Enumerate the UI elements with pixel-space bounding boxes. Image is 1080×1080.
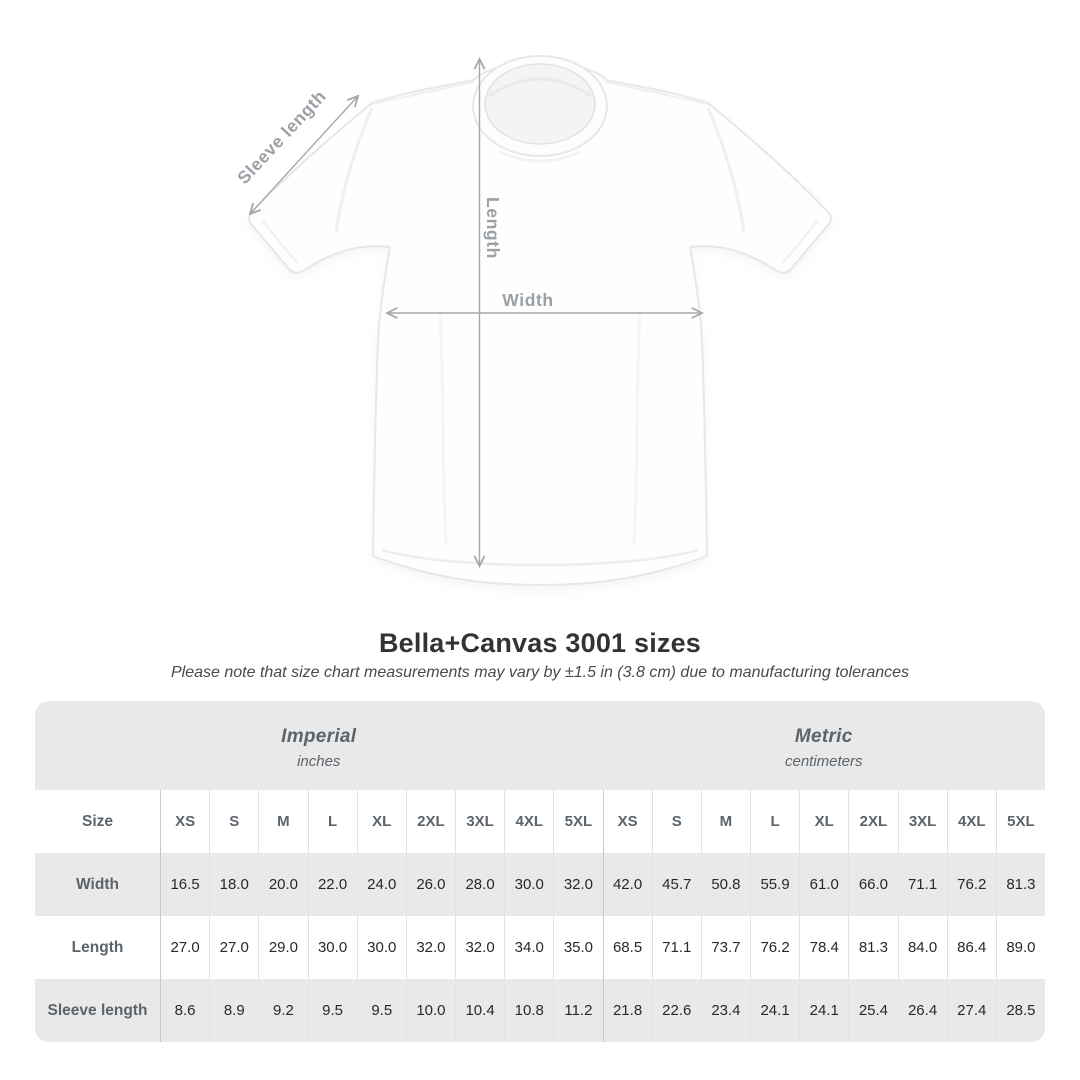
value-cell: 78.4 — [799, 916, 848, 979]
value-cell: 8.6 — [160, 979, 209, 1042]
value-cell: 11.2 — [553, 979, 602, 1042]
value-cell: 29.0 — [258, 916, 307, 979]
value-cell: 21.8 — [603, 979, 652, 1042]
size-header-cell: L — [308, 790, 357, 853]
size-header-cell: XS — [160, 790, 209, 853]
size-header-cell: XS — [603, 790, 652, 853]
value-cell: 28.5 — [996, 979, 1045, 1042]
value-cell: 35.0 — [553, 916, 602, 979]
value-cell: 10.0 — [406, 979, 455, 1042]
table-row-sleeve-length — [35, 979, 1045, 1042]
value-cell: 9.5 — [357, 979, 406, 1042]
unit-group-header-row — [35, 701, 1045, 790]
value-cell: 66.0 — [848, 853, 897, 916]
value-cell: 89.0 — [996, 916, 1045, 979]
value-cell: 28.0 — [455, 853, 504, 916]
value-cell: 22.6 — [652, 979, 701, 1042]
value-cell: 73.7 — [701, 916, 750, 979]
value-cell: 71.1 — [898, 853, 947, 916]
value-cell: 86.4 — [947, 916, 996, 979]
value-cell: 9.5 — [308, 979, 357, 1042]
value-cell: 42.0 — [603, 853, 652, 916]
value-cell: 23.4 — [701, 979, 750, 1042]
value-cell: 68.5 — [603, 916, 652, 979]
size-header-cell: M — [258, 790, 307, 853]
tolerance-note: Please note that size chart measurements may vary by ±1.5 in (3.8 cm) due to manufacturing tolerances — [170, 664, 910, 681]
size-header-cell: 3XL — [898, 790, 947, 853]
size-header-row — [35, 790, 1045, 853]
size-header-cell: 5XL — [996, 790, 1045, 853]
value-cell: 30.0 — [504, 853, 553, 916]
value-cell: 71.1 — [652, 916, 701, 979]
value-cell: 26.0 — [406, 853, 455, 916]
value-cell: 8.9 — [209, 979, 258, 1042]
value-cell: 26.4 — [898, 979, 947, 1042]
size-header-cell: S — [652, 790, 701, 853]
width-label: Width — [502, 290, 554, 310]
size-header-cell: 3XL — [455, 790, 504, 853]
length-label: Length — [483, 197, 503, 259]
size-header-cell: S — [209, 790, 258, 853]
value-cell: 50.8 — [701, 853, 750, 916]
size-table — [35, 701, 1045, 1042]
metric-group-header — [603, 701, 1046, 790]
value-cell: 10.8 — [504, 979, 553, 1042]
value-cell: 9.2 — [258, 979, 307, 1042]
value-cell: 22.0 — [308, 853, 357, 916]
metric-group-unit: centimeters — [784, 752, 863, 770]
imperial-group-header — [35, 701, 603, 790]
size-column-header: Size — [81, 812, 113, 830]
table-row-width — [35, 853, 1045, 916]
value-cell: 27.0 — [160, 916, 209, 979]
value-cell: 24.0 — [357, 853, 406, 916]
imperial-group-unit: inches — [297, 752, 341, 770]
row-label: Width — [76, 875, 119, 893]
value-cell: 10.4 — [455, 979, 504, 1042]
value-cell: 16.5 — [160, 853, 209, 916]
size-header-cell: 5XL — [553, 790, 602, 853]
value-cell: 27.4 — [947, 979, 996, 1042]
value-cell: 55.9 — [750, 853, 799, 916]
size-header-cell: M — [701, 790, 750, 853]
size-header-cell: 2XL — [848, 790, 897, 853]
value-cell: 32.0 — [553, 853, 602, 916]
size-header-cell: 2XL — [406, 790, 455, 853]
value-cell: 45.7 — [652, 853, 701, 916]
value-cell: 18.0 — [209, 853, 258, 916]
value-cell: 24.1 — [750, 979, 799, 1042]
row-label: Length — [71, 938, 124, 956]
column-divider-size — [160, 790, 161, 1042]
metric-group-title: Metric — [794, 725, 853, 747]
value-cell: 32.0 — [455, 916, 504, 979]
table-row-length — [35, 916, 1045, 979]
value-cell: 30.0 — [308, 916, 357, 979]
page-title: Bella+Canvas 3001 sizes — [378, 628, 702, 658]
value-cell: 76.2 — [947, 853, 996, 916]
value-cell: 32.0 — [406, 916, 455, 979]
size-header-cell: 4XL — [947, 790, 996, 853]
column-divider-units — [603, 790, 604, 1042]
value-cell: 25.4 — [848, 979, 897, 1042]
imperial-group-title: Imperial — [281, 725, 357, 747]
row-label: Sleeve length — [47, 1001, 148, 1019]
size-header-cell: L — [750, 790, 799, 853]
value-cell: 27.0 — [209, 916, 258, 979]
collar-opening — [485, 64, 595, 144]
value-cell: 76.2 — [750, 916, 799, 979]
value-cell: 84.0 — [898, 916, 947, 979]
size-header-cell: XL — [799, 790, 848, 853]
size-header-cell: XL — [357, 790, 406, 853]
size-header-cell: 4XL — [504, 790, 553, 853]
value-cell: 24.1 — [799, 979, 848, 1042]
value-cell: 61.0 — [799, 853, 848, 916]
value-cell: 34.0 — [504, 916, 553, 979]
value-cell: 81.3 — [996, 853, 1045, 916]
value-cell: 30.0 — [357, 916, 406, 979]
value-cell: 81.3 — [848, 916, 897, 979]
value-cell: 20.0 — [258, 853, 307, 916]
sleeve-length-label: Sleeve length — [233, 85, 331, 188]
